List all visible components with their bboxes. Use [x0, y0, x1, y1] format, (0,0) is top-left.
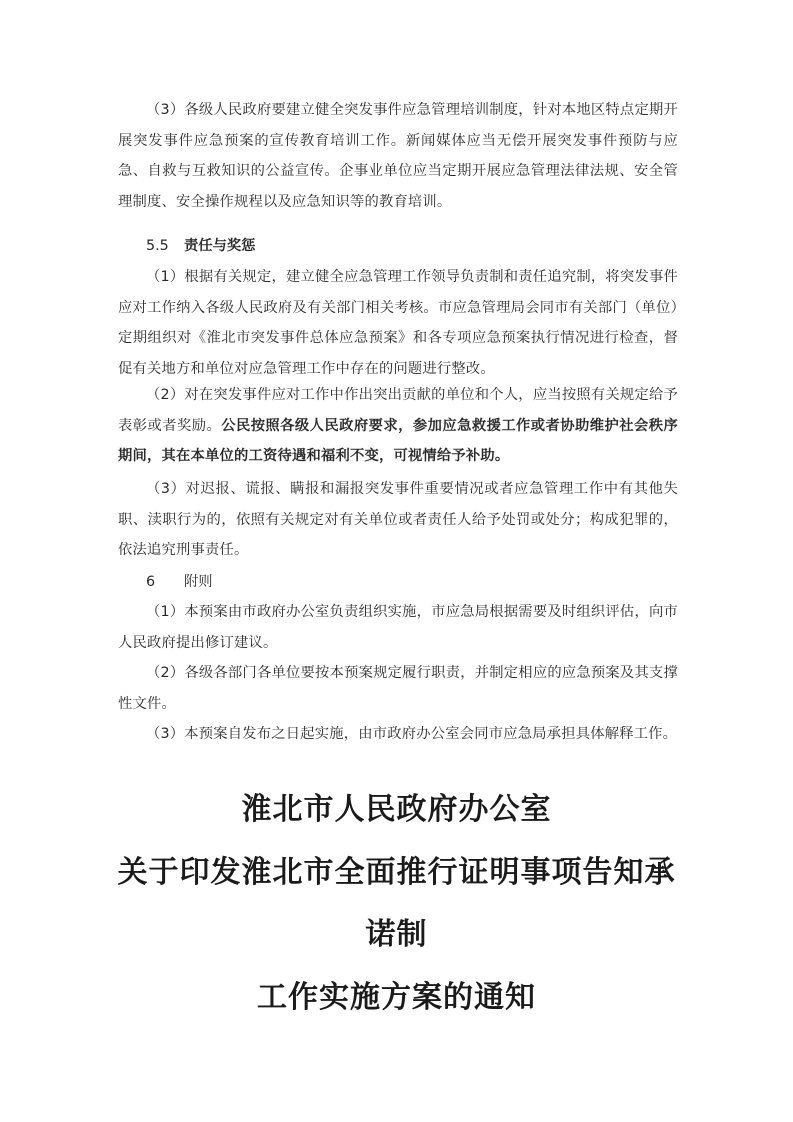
- section-title: 附则: [184, 574, 213, 590]
- paragraph-appendix-1: （1）本预案由市政府办公室负责组织实施，市应急局根据需要及时组织评估，向市人民政府提出修订建议。: [118, 604, 678, 651]
- paragraph-accountability-1: （1）根据有关规定，建立健全应急管理工作领导负责制和责任追究制，将突发事件应对工作纳入各级人民政府及有关部门相关考核。市应急管理局会同市有关部门（单位）定期组织对《淮北市突发事件总体应急预案》和各专项应急预案执行情况进行检查，督促有关地方和单位对应急管理工作中存在的问题进行整改。: [118, 269, 678, 377]
- section-number: 6: [146, 574, 156, 590]
- notice-title-line-1: 淮北市人民政府办公室: [241, 792, 552, 827]
- paragraph-accountability-2-part-b: 公民按照各级人民政府要求，参加应急救援工作或者协助维护社会秩序期间，其在本单位的工资待遇和福利不变，可视情给予补助。: [118, 417, 678, 464]
- notice-title-line-2: 关于印发淮北市全面推行证明事项告知承: [117, 855, 676, 890]
- paragraph-training: （3）各级人民政府要建立健全突发事件应急管理培训制度，针对本地区特点定期开展突发事件应急预案的宣传教育培训工作。新闻媒体应当无偿开展突发事件预防与应急、自救与互救知识的公益宣传。企事业单位应当定期开展应急管理法律法规、安全管理制度、安全操作规程以及应急知识等的教育培训。: [118, 102, 678, 210]
- paragraph-accountability-2-part-a: （2）对在突发事件应对工作中作出突出贡献的单位和个人，应当按照有关规定给予表彰或者奖励。: [118, 387, 678, 434]
- paragraph-appendix-2: （2）各级各部门各单位要按本预案规定履行职责，并制定相应的应急预案及其支撑性文件。: [118, 665, 678, 712]
- paragraph-accountability-2: [118, 380, 678, 472]
- section-heading-6: [146, 567, 213, 598]
- notice-title-line-4: 工作实施方案的通知: [257, 980, 536, 1015]
- section-number: 5.5: [146, 238, 169, 254]
- paragraph-accountability-3: （3）对迟报、谎报、瞒报和漏报突发事件重要情况或者应急管理工作中有其他失职、渎职行为的，依照有关规定对有关单位或者责任人给予处罚或处分；构成犯罪的，依法追究刑事责任。: [118, 481, 678, 558]
- section-title: 责任与奖惩: [184, 238, 256, 254]
- section-heading-5-5: [146, 231, 255, 262]
- paragraph-appendix-3: （3）本预案自发布之日起实施，由市政府办公室会同市应急局承担具体解释工作。: [146, 726, 678, 742]
- notice-title-line-3: 诺制: [365, 917, 428, 952]
